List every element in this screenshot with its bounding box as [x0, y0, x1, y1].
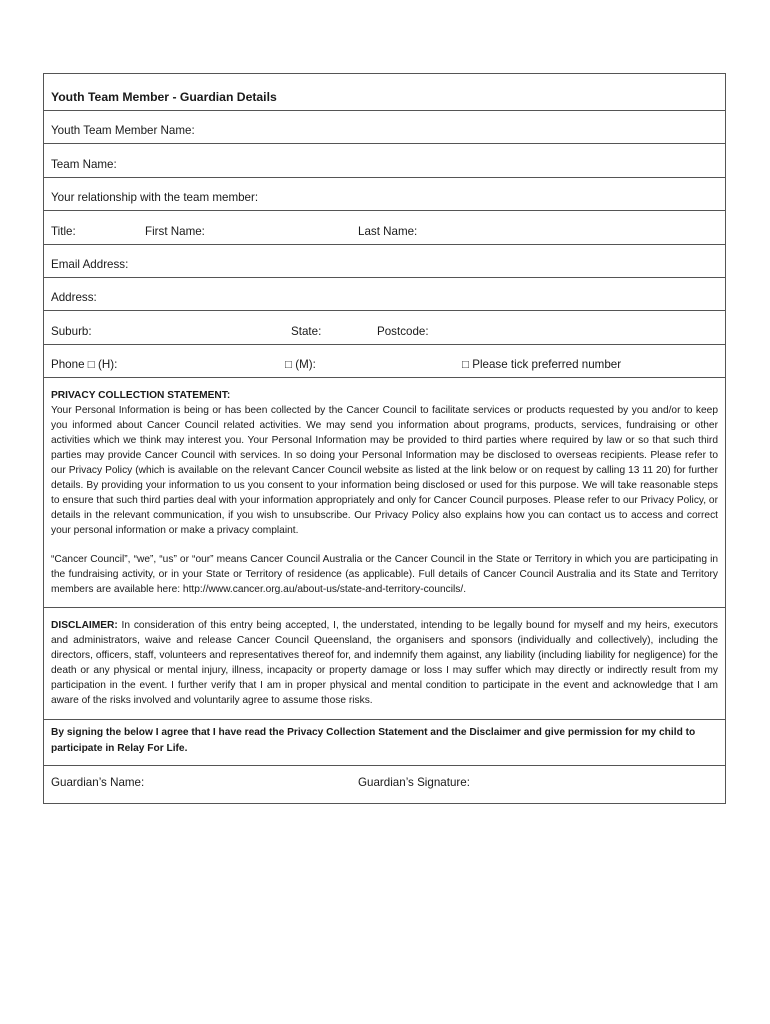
address-row[interactable]: [44, 278, 725, 311]
team-name-row[interactable]: [44, 144, 725, 177]
relationship-row[interactable]: [44, 178, 725, 211]
first-name-field-label[interactable]: First Name:: [145, 224, 205, 238]
guardian-details-form: [43, 73, 726, 804]
email-label: Email Address:: [51, 257, 129, 271]
email-row[interactable]: [44, 245, 725, 278]
youth-name-label: Youth Team Member Name:: [51, 124, 195, 138]
phone-mobile-checkbox-label[interactable]: □ (M):: [285, 358, 316, 372]
youth-name-row[interactable]: [44, 111, 725, 144]
disclaimer-label: DISCLAIMER:: [51, 620, 118, 632]
last-name-field-label[interactable]: Last Name:: [358, 224, 418, 238]
consent-statement: [44, 720, 725, 766]
team-name-label: Team Name:: [51, 157, 117, 171]
disclaimer-section: [44, 608, 725, 720]
privacy-statement: [44, 378, 725, 608]
suburb-row: [44, 311, 725, 344]
state-field-label[interactable]: State:: [291, 324, 322, 338]
address-label: Address:: [51, 291, 97, 305]
form-title: Youth Team Member - Guardian Details: [51, 90, 277, 104]
guardian-signature-label[interactable]: Guardian’s Signature:: [358, 776, 470, 790]
preferred-number-checkbox-label[interactable]: □ Please tick preferred number: [462, 358, 622, 372]
name-row: [44, 211, 725, 244]
suburb-field-label[interactable]: Suburb:: [51, 324, 92, 338]
privacy-heading: PRIVACY COLLECTION STATEMENT:: [51, 390, 231, 402]
phone-row: [44, 345, 725, 378]
privacy-paragraph-1: Your Personal Information is being or has been collected by the Cancer Council to facilitate services or products requested by you and/or to keep you informed about Cancer Council related activities. We may send you information about programs, products, services, fundraising or other activities which we think may interest you. Your Personal Information may be provided to third parties where required by law or so that such third parties may provide Cancer Council with services. In so doing your Personal Information may be disclosed to overseas recipients. Please refer to our Privacy Policy (which is available on the relevant Cancer Council website as listed at the link below or on request by calling 13 11 20) for further details. By providing your information to us you consent to your information being disclosed or used for this purpose. We will take reasonable steps to ensure that such third parties deal with your information appropriately and only for Cancer Council purposes. Please refer to our Privacy Policy, or details in the relevant communication, if you wish to unsubscribe. Our Privacy Policy also explains how you can contact us to access and correct your personal information or make a privacy complaint.: [51, 405, 718, 537]
guardian-name-label[interactable]: Guardian’s Name:: [51, 776, 145, 790]
disclaimer-text: In consideration of this entry being accepted, I, the understated, intending to be legally bound for myself and my heirs, executors and administrators, waive and release Cancer Council Queensland, the organisers and sponsors (individually and collectively), including the directors, officers, staff, volunteers and representatives thereof for, and indemnify them against, any liability (including liability for negligence) for the death or any physical or mental injury, illness, incapacity or property damage or loss I may suffer which may directly or indirectly result from my participation in the event. I further verify that I am in proper physical and mental condition to participate in the event and acknowledge that I am aware of the risks involved and voluntarily agree to assume those risks.: [51, 620, 718, 707]
signature-row: [44, 766, 725, 803]
privacy-paragraph-2: “Cancer Council”, “we”, “us” or “our” means Cancer Council Australia or the Cancer Council in the State or Territory in which you are participating in the fundraising activity, or in your State or Territory of residence (as applicable). Full details of Cancer Council Australia and its State and Territory members are available here: http://www.cancer.org.au/about-us/state-and-territory-councils/.: [51, 554, 718, 596]
consent-text: By signing the below I agree that I have read the Privacy Collection Statement and the Disclaimer and give permission for my child to participate in Relay For Life.: [51, 727, 696, 755]
phone-home-checkbox-label[interactable]: Phone □ (H):: [51, 358, 118, 372]
postcode-field-label[interactable]: Postcode:: [377, 324, 429, 338]
relationship-label: Your relationship with the team member:: [51, 191, 259, 205]
form-title-row: [44, 74, 725, 111]
title-field-label[interactable]: Title:: [51, 224, 76, 238]
